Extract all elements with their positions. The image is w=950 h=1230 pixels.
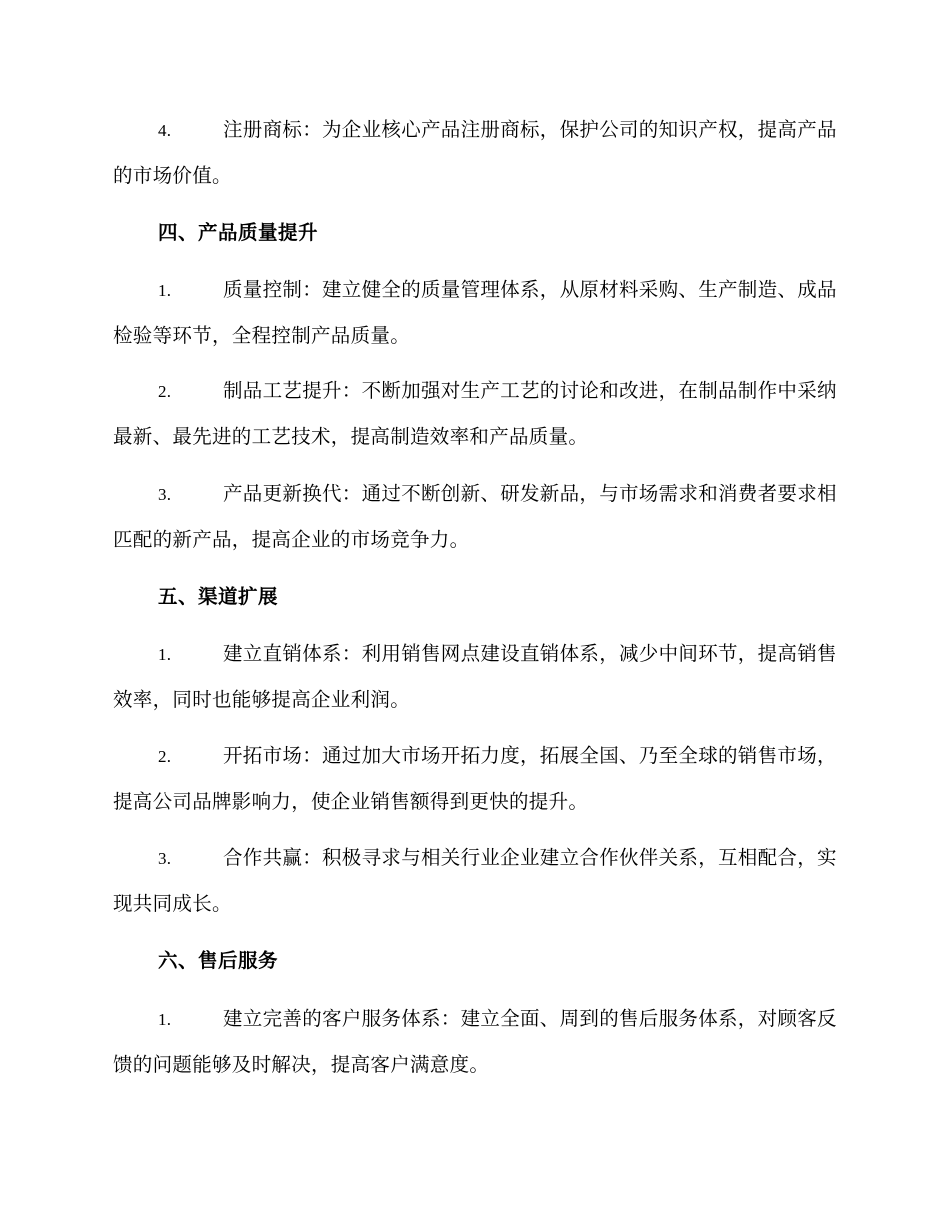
section-heading-quality (113, 210, 837, 255)
section-heading-channels (113, 574, 837, 619)
section-heading: 六、售后服务 (158, 949, 279, 972)
item-text: 质量控制：建立健全的质量管理体系，从原材料采购、生产制造、成品检验等环节，全程控制产品质量。 (113, 278, 837, 347)
item-text: 合作共赢：积极寻求与相关行业企业建立合作伙伴关系，互相配合，实现共同成长。 (113, 846, 837, 915)
list-item-3-cooperation (113, 835, 837, 926)
list-item-3-update (113, 471, 837, 562)
item-number: 2. (158, 747, 172, 766)
item-number: 2. (158, 382, 172, 401)
section-heading: 五、渠道扩展 (158, 585, 279, 608)
section-heading: 四、产品质量提升 (158, 221, 319, 244)
list-item-1-direct-sales (113, 631, 837, 722)
item-number: 1. (158, 1010, 172, 1029)
item-text: 制品工艺提升：不断加强对生产工艺的讨论和改进，在制品制作中采纳最新、最先进的工艺技术，提高制造效率和产品质量。 (113, 379, 837, 448)
item-text: 建立直销体系：利用销售网点建设直销体系，减少中间环节，提高销售效率，同时也能够提高企业利润。 (113, 642, 837, 711)
list-item-2-process (113, 368, 837, 459)
section-heading-after-sales (113, 938, 837, 983)
item-text: 开拓市场：通过加大市场开拓力度，拓展全国、乃至全球的销售市场，提高公司品牌影响力，使企业销售额得到更快的提升。 (113, 744, 837, 813)
item-number: 3. (158, 485, 172, 504)
list-item-1-quality-control (113, 267, 837, 358)
item-number: 1. (158, 645, 172, 664)
item-number: 4. (158, 121, 172, 140)
list-item-1-customer-service (113, 996, 837, 1087)
list-item-4-trademark (113, 107, 837, 198)
item-text: 注册商标：为企业核心产品注册商标，保护公司的知识产权，提高产品的市场价值。 (113, 118, 837, 187)
item-text: 产品更新换代：通过不断创新、研发新品，与市场需求和消费者要求相匹配的新产品，提高企业的市场竞争力。 (113, 482, 837, 551)
item-number: 1. (158, 281, 172, 300)
item-text: 建立完善的客户服务体系：建立全面、周到的售后服务体系，对顾客反馈的问题能够及时解决，提高客户满意度。 (113, 1007, 837, 1076)
list-item-2-market (113, 733, 837, 824)
item-number: 3. (158, 849, 172, 868)
